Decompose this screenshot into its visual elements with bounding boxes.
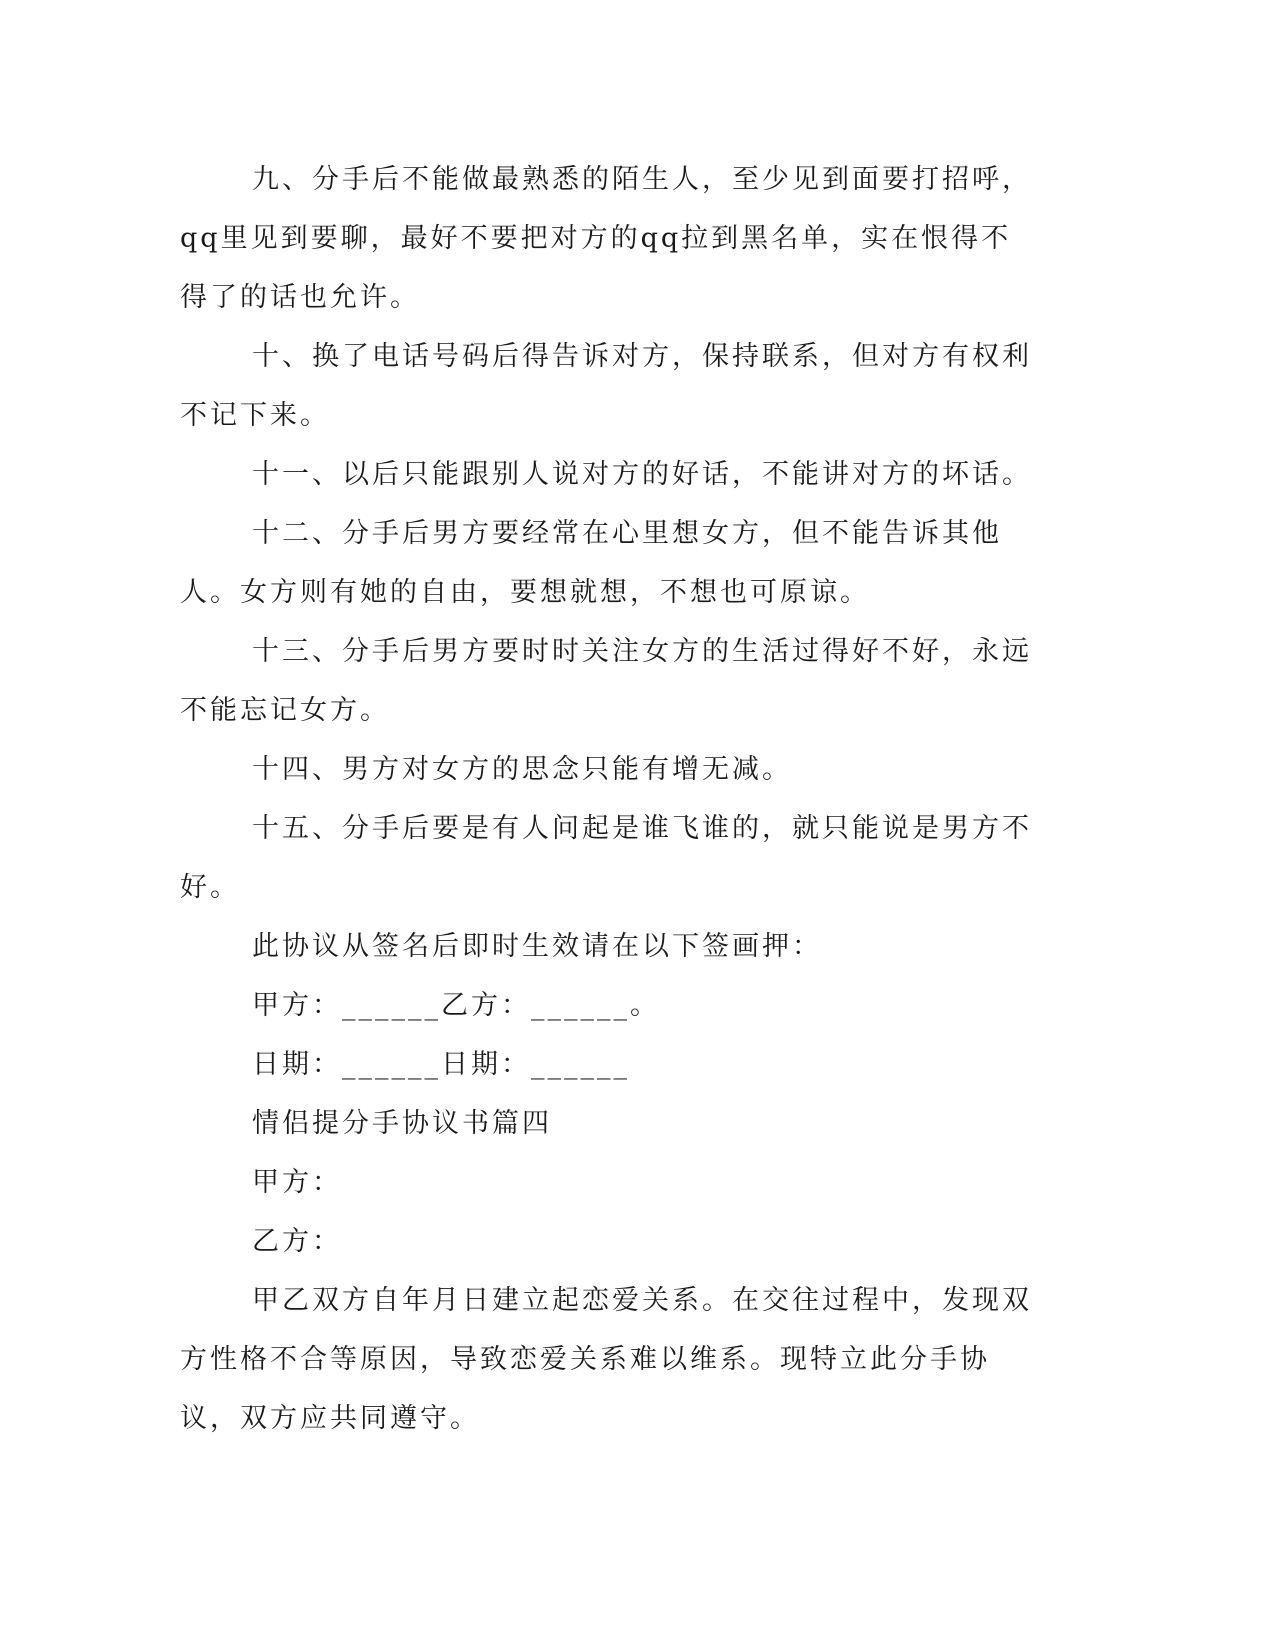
clause-fifteen: 十五、分手后要是有人问起是谁飞谁的，就只能说是男方不好。	[180, 813, 1032, 903]
clause-twelve: 十二、分手后男方要经常在心里想女方，但不能告诉其他人。女方则有她的自由，要想就想，不想也可原谅。	[180, 518, 1002, 608]
clause-ten: 十、换了电话号码后得告诉对方，保持联系，但对方有权利不记下来。	[180, 341, 1032, 431]
section-title: 情侣提分手协议书篇四	[252, 1108, 552, 1139]
clause-thirteen: 十三、分手后男方要时时关注女方的生活过得好不好，永远不能忘记女方。	[180, 636, 1032, 726]
signature-line: 甲方：______乙方：______。	[252, 990, 660, 1021]
clause-fourteen: 十四、男方对女方的思念只能有增无减。	[252, 754, 792, 785]
clause-eleven: 十一、以后只能跟别人说对方的好话，不能讲对方的坏话。	[252, 459, 1032, 490]
party-a-label: 甲方：	[252, 1167, 342, 1198]
document-body	[180, 150, 1040, 1448]
effective-statement: 此协议从签名后即时生效请在以下签画押：	[252, 931, 822, 962]
agreement-preamble: 甲乙双方自年月日建立起恋爱关系。在交往过程中，发现双方性格不合等原因，导致恋爱关系难以维系。现特立此分手协议，双方应共同遵守。	[180, 1285, 1032, 1434]
party-b-label: 乙方：	[252, 1226, 342, 1257]
clause-nine: 九、分手后不能做最熟悉的陌生人，至少见到面要打招呼，qq里见到要聊，最好不要把对方的qq拉到黑名单，实在恨得不得了的话也允许。	[180, 164, 1032, 313]
date-line: 日期：______日期：______	[252, 1049, 630, 1080]
